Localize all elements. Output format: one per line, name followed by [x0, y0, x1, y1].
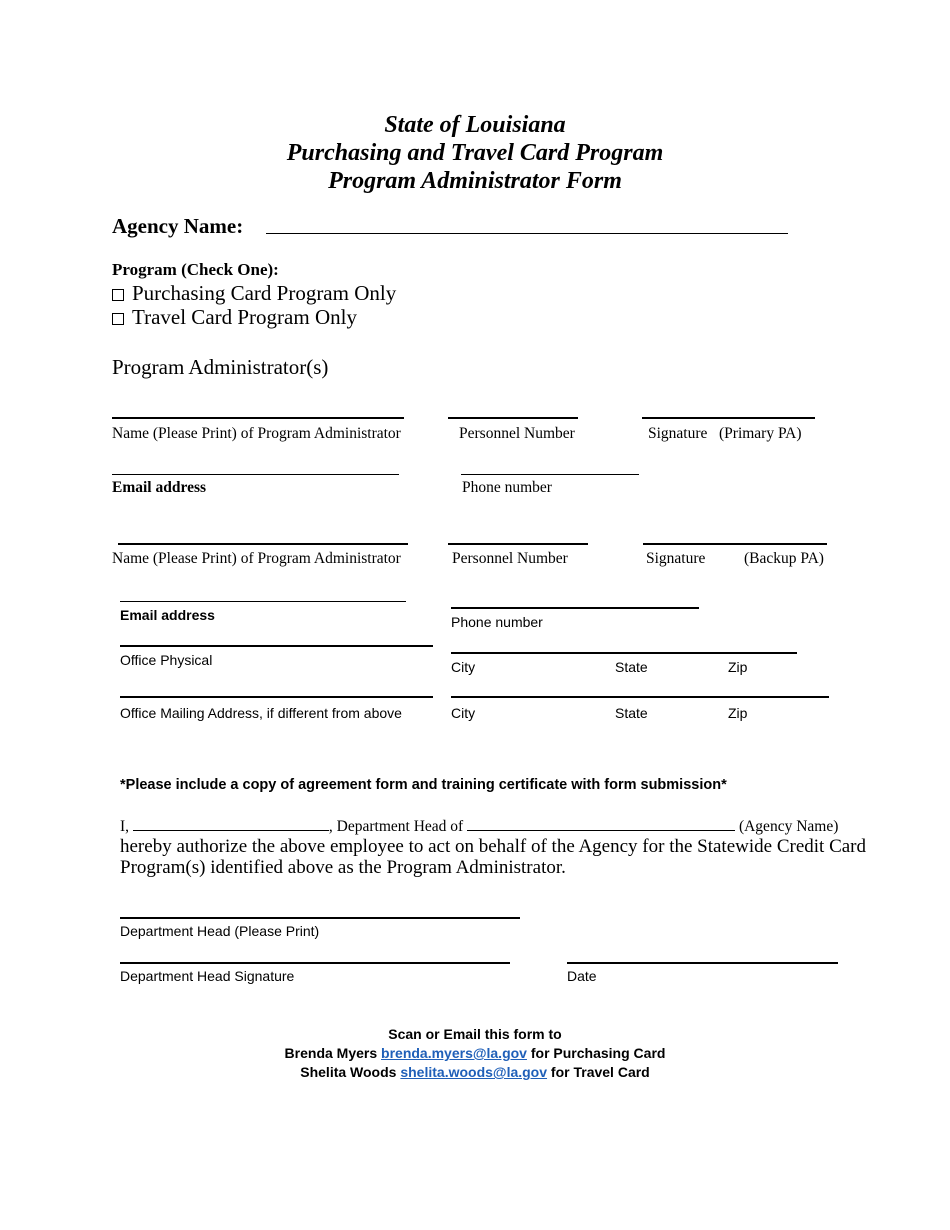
backup-personnel-field[interactable]	[448, 543, 588, 545]
checkbox-purchasing[interactable]	[112, 289, 124, 301]
primary-email-label: Email address	[112, 479, 207, 496]
submission-note: *Please include a copy of agreement form and training certificate with form submission*	[120, 777, 727, 793]
primary-email-field[interactable]	[112, 474, 399, 475]
office-physical-state-label: State	[615, 659, 648, 675]
office-mailing-city-state-zip-field[interactable]	[451, 696, 829, 698]
primary-signature-role: (Primary PA)	[719, 425, 802, 442]
form-title-state: State of Louisiana	[384, 112, 566, 138]
contact-purchasing	[0, 1045, 950, 1061]
office-physical-city-label: City	[451, 659, 476, 675]
primary-name-field[interactable]	[112, 417, 404, 419]
primary-personnel-label: Personnel Number	[459, 425, 575, 442]
dept-head-print-field[interactable]	[120, 917, 520, 919]
authorization-line	[120, 818, 838, 836]
backup-name-label: Name (Please Print) of Program Administrator	[112, 550, 401, 567]
date-field[interactable]	[567, 962, 838, 964]
office-mailing-field[interactable]	[120, 696, 433, 698]
checkbox-travel[interactable]	[112, 313, 124, 325]
primary-signature-field[interactable]	[642, 417, 815, 419]
authorization-body-line2: Program(s) identified above as the Program Administrator.	[120, 857, 566, 878]
program-heading: Program (Check One):	[112, 260, 279, 279]
contact-purchasing-email-link[interactable]: brenda.myers@la.gov	[381, 1045, 527, 1061]
office-physical-zip-label: Zip	[728, 659, 748, 675]
agency-name-label: Agency Name:	[112, 214, 244, 238]
program-option-purchasing-label: Purchasing Card Program Only	[132, 281, 397, 305]
contact-travel-email-link[interactable]: shelita.woods@la.gov	[400, 1064, 548, 1080]
office-mailing-state-label: State	[615, 705, 648, 721]
office-mailing-zip-label: Zip	[728, 705, 748, 721]
agency-name-field[interactable]	[266, 233, 788, 234]
program-option-travel[interactable]	[112, 305, 357, 330]
backup-signature-label: Signature	[646, 550, 706, 567]
backup-phone-field[interactable]	[451, 607, 699, 609]
contact-travel-name: Shelita Woods	[300, 1064, 397, 1080]
program-option-purchasing[interactable]	[112, 281, 396, 306]
contact-purchasing-name: Brenda Myers	[284, 1045, 378, 1061]
primary-name-label: Name (Please Print) of Program Administrator	[112, 425, 401, 442]
contact-travel-suffix: for Travel Card	[550, 1064, 650, 1080]
program-option-travel-label: Travel Card Program Only	[132, 305, 357, 329]
form-title-program: Purchasing and Travel Card Program	[286, 140, 664, 166]
contact-purchasing-suffix: for Purchasing Card	[530, 1045, 666, 1061]
backup-email-label: Email address	[120, 607, 215, 623]
backup-phone-label: Phone number	[451, 614, 543, 630]
form-title-form: Program Administrator Form	[328, 168, 622, 194]
office-physical-label: Office Physical	[120, 652, 213, 668]
primary-phone-field[interactable]	[461, 474, 639, 475]
backup-name-field[interactable]	[118, 543, 408, 545]
primary-personnel-field[interactable]	[448, 417, 578, 419]
contact-heading: Scan or Email this form to	[388, 1026, 562, 1042]
authorization-agency-name-label: (Agency Name)	[738, 818, 839, 835]
office-physical-city-state-zip-field[interactable]	[451, 652, 797, 654]
authorizer-name-field[interactable]	[133, 818, 329, 831]
backup-personnel-label: Personnel Number	[452, 550, 568, 567]
authorization-prefix: I,	[120, 818, 130, 835]
authorization-body-line1: hereby authorize the above employee to act on behalf of the Agency for the Statewide Credit Card	[120, 836, 867, 857]
office-mailing-label: Office Mailing Address, if different from above	[120, 705, 402, 721]
office-mailing-city-label: City	[451, 705, 476, 721]
dept-head-signature-label: Department Head Signature	[120, 968, 295, 984]
admins-heading: Program Administrator(s)	[112, 355, 329, 379]
primary-signature-label: Signature	[648, 425, 708, 442]
dept-head-print-label: Department Head (Please Print)	[120, 923, 320, 939]
dept-head-signature-field[interactable]	[120, 962, 510, 964]
office-physical-field[interactable]	[120, 645, 433, 647]
primary-phone-label: Phone number	[462, 479, 552, 496]
backup-signature-role: (Backup PA)	[744, 550, 824, 567]
backup-signature-field[interactable]	[643, 543, 827, 545]
contact-travel	[0, 1064, 950, 1080]
backup-email-field[interactable]	[120, 601, 406, 602]
date-label: Date	[567, 968, 597, 984]
authorization-dept-head-of: , Department Head of	[328, 818, 464, 835]
authorization-agency-field[interactable]	[467, 818, 735, 831]
